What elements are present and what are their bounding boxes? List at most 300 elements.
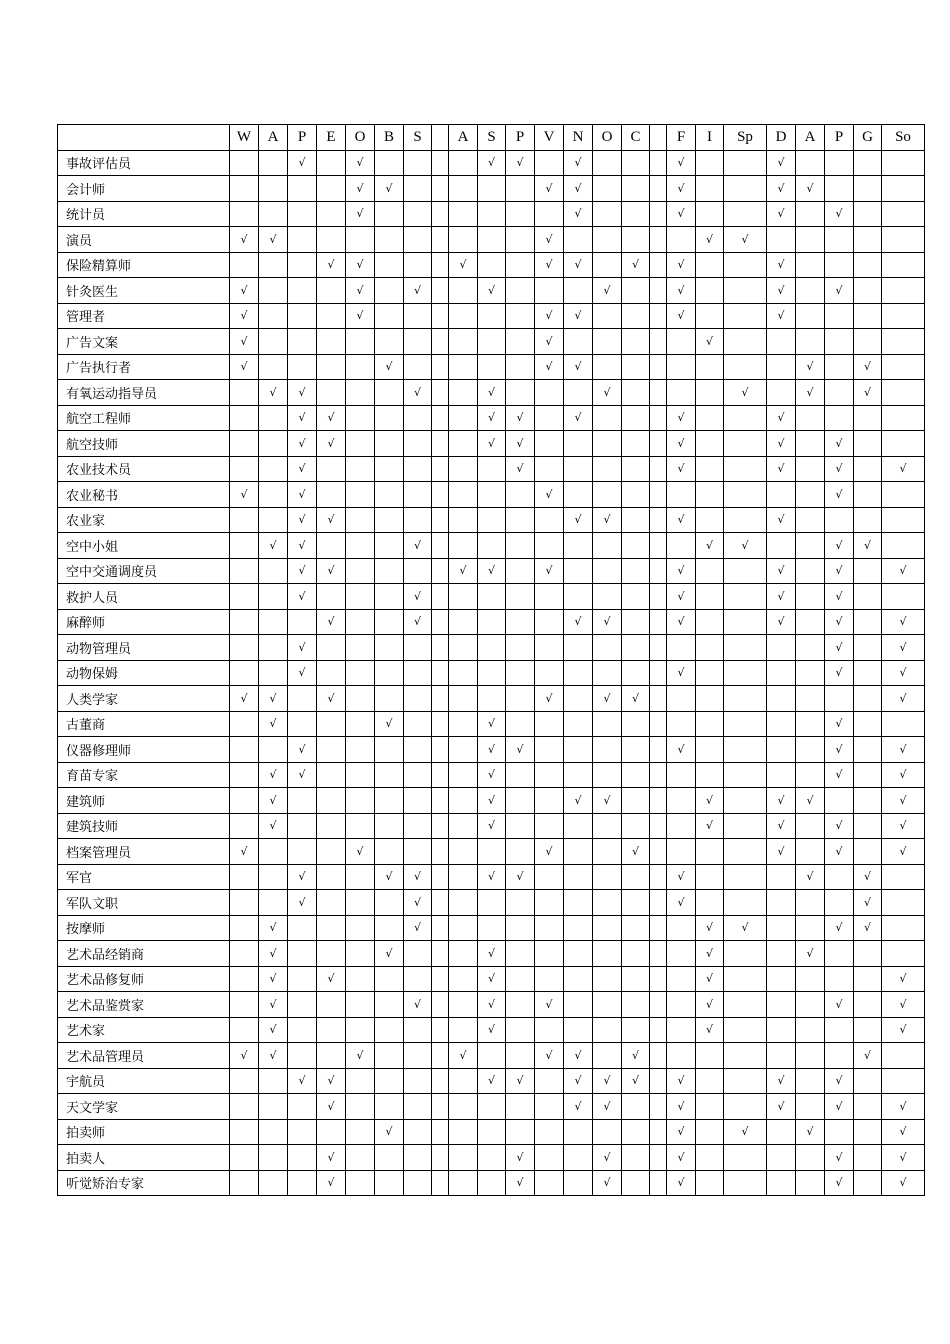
empty-cell xyxy=(667,354,696,380)
empty-cell xyxy=(404,431,432,457)
empty-cell xyxy=(696,482,724,508)
empty-cell xyxy=(259,507,288,533)
empty-cell xyxy=(882,507,925,533)
check-mark-cell: √ xyxy=(259,380,288,406)
empty-cell xyxy=(564,635,593,661)
header-cell: P xyxy=(825,125,854,151)
empty-cell xyxy=(593,252,622,278)
empty-cell xyxy=(404,762,432,788)
empty-cell xyxy=(696,762,724,788)
career-attribute-table xyxy=(57,124,925,1196)
empty-cell xyxy=(724,992,767,1018)
empty-cell xyxy=(724,788,767,814)
empty-cell xyxy=(478,635,506,661)
empty-cell xyxy=(432,992,449,1018)
empty-cell xyxy=(259,635,288,661)
empty-cell xyxy=(854,329,882,355)
empty-cell xyxy=(375,380,404,406)
empty-cell xyxy=(230,1170,259,1196)
check-mark-cell: √ xyxy=(346,252,375,278)
empty-cell xyxy=(796,252,825,278)
empty-cell xyxy=(854,227,882,253)
header-cell: D xyxy=(767,125,796,151)
empty-cell xyxy=(259,329,288,355)
check-mark-cell: √ xyxy=(288,762,317,788)
check-mark-cell: √ xyxy=(796,380,825,406)
empty-cell xyxy=(825,405,854,431)
empty-cell xyxy=(622,558,650,584)
empty-cell xyxy=(404,507,432,533)
empty-cell xyxy=(404,405,432,431)
check-mark-cell: √ xyxy=(506,737,535,763)
empty-cell xyxy=(449,839,478,865)
table-row xyxy=(58,660,925,686)
check-mark-cell: √ xyxy=(667,1145,696,1171)
header-cell xyxy=(650,125,667,151)
empty-cell xyxy=(622,813,650,839)
check-mark-cell: √ xyxy=(796,788,825,814)
table-row xyxy=(58,176,925,202)
empty-cell xyxy=(449,227,478,253)
empty-cell xyxy=(432,354,449,380)
empty-cell xyxy=(724,966,767,992)
check-mark-cell: √ xyxy=(767,405,796,431)
empty-cell xyxy=(696,278,724,304)
empty-cell xyxy=(230,635,259,661)
empty-cell xyxy=(432,584,449,610)
empty-cell xyxy=(317,176,346,202)
empty-cell xyxy=(506,992,535,1018)
table-row xyxy=(58,227,925,253)
empty-cell xyxy=(259,1068,288,1094)
check-mark-cell: √ xyxy=(825,915,854,941)
check-mark-cell: √ xyxy=(506,1145,535,1171)
check-mark-cell: √ xyxy=(404,584,432,610)
check-mark-cell: √ xyxy=(259,941,288,967)
table-row xyxy=(58,201,925,227)
table-row xyxy=(58,252,925,278)
empty-cell xyxy=(449,992,478,1018)
check-mark-cell: √ xyxy=(535,1043,564,1069)
empty-cell xyxy=(375,1068,404,1094)
empty-cell xyxy=(478,456,506,482)
empty-cell xyxy=(854,635,882,661)
occupation-name: 建筑技师 xyxy=(58,813,230,839)
empty-cell xyxy=(404,966,432,992)
check-mark-cell: √ xyxy=(478,558,506,584)
table-row xyxy=(58,788,925,814)
empty-cell xyxy=(593,941,622,967)
occupation-name: 农业家 xyxy=(58,507,230,533)
empty-cell xyxy=(317,839,346,865)
check-mark-cell: √ xyxy=(478,864,506,890)
empty-cell xyxy=(317,1017,346,1043)
empty-cell xyxy=(230,1145,259,1171)
empty-cell xyxy=(404,1043,432,1069)
empty-cell xyxy=(724,1068,767,1094)
empty-cell xyxy=(650,1017,667,1043)
empty-cell xyxy=(535,635,564,661)
empty-cell xyxy=(667,482,696,508)
empty-cell xyxy=(825,354,854,380)
check-mark-cell: √ xyxy=(346,303,375,329)
empty-cell xyxy=(882,354,925,380)
empty-cell xyxy=(724,201,767,227)
check-mark-cell: √ xyxy=(767,584,796,610)
empty-cell xyxy=(650,482,667,508)
empty-cell xyxy=(724,1170,767,1196)
empty-cell xyxy=(593,839,622,865)
check-mark-cell: √ xyxy=(230,329,259,355)
empty-cell xyxy=(375,150,404,176)
empty-cell xyxy=(478,915,506,941)
empty-cell xyxy=(432,711,449,737)
check-mark-cell: √ xyxy=(767,431,796,457)
empty-cell xyxy=(535,405,564,431)
empty-cell xyxy=(506,482,535,508)
empty-cell xyxy=(432,1094,449,1120)
empty-cell xyxy=(404,252,432,278)
occupation-name: 麻醉师 xyxy=(58,609,230,635)
empty-cell xyxy=(564,1170,593,1196)
empty-cell xyxy=(650,737,667,763)
empty-cell xyxy=(506,354,535,380)
empty-cell xyxy=(796,227,825,253)
empty-cell xyxy=(346,686,375,712)
empty-cell xyxy=(346,915,375,941)
check-mark-cell: √ xyxy=(825,1145,854,1171)
occupation-name: 仪器修理师 xyxy=(58,737,230,763)
check-mark-cell: √ xyxy=(825,762,854,788)
empty-cell xyxy=(825,150,854,176)
check-mark-cell: √ xyxy=(317,1068,346,1094)
check-mark-cell: √ xyxy=(593,788,622,814)
empty-cell xyxy=(432,278,449,304)
check-mark-cell: √ xyxy=(724,227,767,253)
empty-cell xyxy=(506,915,535,941)
empty-cell xyxy=(854,941,882,967)
empty-cell xyxy=(667,380,696,406)
empty-cell xyxy=(288,711,317,737)
check-mark-cell: √ xyxy=(854,1043,882,1069)
empty-cell xyxy=(796,278,825,304)
occupation-name: 广告执行者 xyxy=(58,354,230,380)
check-mark-cell: √ xyxy=(259,915,288,941)
occupation-name: 古董商 xyxy=(58,711,230,737)
empty-cell xyxy=(317,660,346,686)
empty-cell xyxy=(593,584,622,610)
empty-cell xyxy=(432,762,449,788)
empty-cell xyxy=(825,507,854,533)
check-mark-cell: √ xyxy=(667,1119,696,1145)
empty-cell xyxy=(449,813,478,839)
empty-cell xyxy=(767,354,796,380)
check-mark-cell: √ xyxy=(667,890,696,916)
empty-cell xyxy=(622,737,650,763)
empty-cell xyxy=(449,635,478,661)
empty-cell xyxy=(535,1119,564,1145)
empty-cell xyxy=(622,864,650,890)
empty-cell xyxy=(882,890,925,916)
empty-cell xyxy=(449,762,478,788)
check-mark-cell: √ xyxy=(882,1017,925,1043)
empty-cell xyxy=(535,456,564,482)
check-mark-cell: √ xyxy=(593,1068,622,1094)
check-mark-cell: √ xyxy=(535,252,564,278)
check-mark-cell: √ xyxy=(375,941,404,967)
empty-cell xyxy=(796,1170,825,1196)
check-mark-cell: √ xyxy=(882,788,925,814)
empty-cell xyxy=(696,303,724,329)
empty-cell xyxy=(230,813,259,839)
empty-cell xyxy=(404,354,432,380)
empty-cell xyxy=(449,456,478,482)
empty-cell xyxy=(767,329,796,355)
empty-cell xyxy=(767,915,796,941)
empty-cell xyxy=(375,1017,404,1043)
empty-cell xyxy=(767,941,796,967)
check-mark-cell: √ xyxy=(259,1043,288,1069)
empty-cell xyxy=(259,252,288,278)
empty-cell xyxy=(650,1119,667,1145)
empty-cell xyxy=(796,201,825,227)
header-cell: P xyxy=(288,125,317,151)
check-mark-cell: √ xyxy=(317,507,346,533)
check-mark-cell: √ xyxy=(404,609,432,635)
empty-cell xyxy=(564,660,593,686)
empty-cell xyxy=(564,839,593,865)
empty-cell xyxy=(230,941,259,967)
table-row xyxy=(58,941,925,967)
empty-cell xyxy=(432,201,449,227)
empty-cell xyxy=(854,660,882,686)
empty-cell xyxy=(259,1145,288,1171)
empty-cell xyxy=(564,890,593,916)
empty-cell xyxy=(667,813,696,839)
empty-cell xyxy=(767,864,796,890)
empty-cell xyxy=(696,201,724,227)
empty-cell xyxy=(724,1094,767,1120)
empty-cell xyxy=(622,201,650,227)
empty-cell xyxy=(854,737,882,763)
empty-cell xyxy=(478,890,506,916)
empty-cell xyxy=(854,711,882,737)
empty-cell xyxy=(724,456,767,482)
check-mark-cell: √ xyxy=(667,1170,696,1196)
empty-cell xyxy=(696,1068,724,1094)
check-mark-cell: √ xyxy=(535,558,564,584)
empty-cell xyxy=(767,966,796,992)
empty-cell xyxy=(478,252,506,278)
empty-cell xyxy=(375,737,404,763)
check-mark-cell: √ xyxy=(667,303,696,329)
check-mark-cell: √ xyxy=(288,533,317,559)
empty-cell xyxy=(259,1119,288,1145)
empty-cell xyxy=(317,1119,346,1145)
empty-cell xyxy=(650,1043,667,1069)
check-mark-cell: √ xyxy=(796,176,825,202)
check-mark-cell: √ xyxy=(825,992,854,1018)
empty-cell xyxy=(259,201,288,227)
check-mark-cell: √ xyxy=(478,966,506,992)
empty-cell xyxy=(230,1017,259,1043)
check-mark-cell: √ xyxy=(404,278,432,304)
empty-cell xyxy=(650,966,667,992)
empty-cell xyxy=(767,227,796,253)
empty-cell xyxy=(506,813,535,839)
empty-cell xyxy=(506,890,535,916)
empty-cell xyxy=(825,176,854,202)
empty-cell xyxy=(696,660,724,686)
empty-cell xyxy=(825,1119,854,1145)
empty-cell xyxy=(375,456,404,482)
empty-cell xyxy=(724,660,767,686)
empty-cell xyxy=(375,609,404,635)
empty-cell xyxy=(696,1170,724,1196)
empty-cell xyxy=(767,1017,796,1043)
empty-cell xyxy=(724,864,767,890)
empty-cell xyxy=(432,252,449,278)
empty-cell xyxy=(622,941,650,967)
check-mark-cell: √ xyxy=(404,380,432,406)
check-mark-cell: √ xyxy=(478,941,506,967)
check-mark-cell: √ xyxy=(825,635,854,661)
empty-cell xyxy=(622,1094,650,1120)
empty-cell xyxy=(317,584,346,610)
empty-cell xyxy=(346,762,375,788)
check-mark-cell: √ xyxy=(564,1068,593,1094)
check-mark-cell: √ xyxy=(404,992,432,1018)
check-mark-cell: √ xyxy=(449,558,478,584)
check-mark-cell: √ xyxy=(854,864,882,890)
empty-cell xyxy=(346,635,375,661)
header-cell: Sp xyxy=(724,125,767,151)
empty-cell xyxy=(564,711,593,737)
empty-cell xyxy=(259,278,288,304)
empty-cell xyxy=(288,176,317,202)
empty-cell xyxy=(696,890,724,916)
empty-cell xyxy=(593,762,622,788)
header-name-cell xyxy=(58,125,230,151)
empty-cell xyxy=(288,941,317,967)
empty-cell xyxy=(449,482,478,508)
empty-cell xyxy=(564,558,593,584)
empty-cell xyxy=(667,533,696,559)
empty-cell xyxy=(432,1068,449,1094)
empty-cell xyxy=(825,686,854,712)
empty-cell xyxy=(882,252,925,278)
check-mark-cell: √ xyxy=(478,380,506,406)
empty-cell xyxy=(854,1119,882,1145)
empty-cell xyxy=(346,711,375,737)
empty-cell xyxy=(404,660,432,686)
empty-cell xyxy=(724,762,767,788)
empty-cell xyxy=(535,762,564,788)
empty-cell xyxy=(432,890,449,916)
empty-cell xyxy=(317,329,346,355)
empty-cell xyxy=(882,227,925,253)
table-row xyxy=(58,711,925,737)
check-mark-cell: √ xyxy=(288,507,317,533)
empty-cell xyxy=(535,278,564,304)
empty-cell xyxy=(724,1145,767,1171)
empty-cell xyxy=(622,354,650,380)
occupation-name: 按摩师 xyxy=(58,915,230,941)
empty-cell xyxy=(696,354,724,380)
check-mark-cell: √ xyxy=(375,711,404,737)
empty-cell xyxy=(404,558,432,584)
check-mark-cell: √ xyxy=(346,201,375,227)
empty-cell xyxy=(230,788,259,814)
check-mark-cell: √ xyxy=(667,176,696,202)
empty-cell xyxy=(404,456,432,482)
header-cell: N xyxy=(564,125,593,151)
check-mark-cell: √ xyxy=(288,584,317,610)
empty-cell xyxy=(564,915,593,941)
check-mark-cell: √ xyxy=(854,915,882,941)
empty-cell xyxy=(506,201,535,227)
check-mark-cell: √ xyxy=(696,788,724,814)
empty-cell xyxy=(317,864,346,890)
empty-cell xyxy=(506,941,535,967)
empty-cell xyxy=(449,278,478,304)
check-mark-cell: √ xyxy=(767,788,796,814)
check-mark-cell: √ xyxy=(667,558,696,584)
check-mark-cell: √ xyxy=(259,992,288,1018)
empty-cell xyxy=(696,252,724,278)
empty-cell xyxy=(593,482,622,508)
empty-cell xyxy=(650,762,667,788)
empty-cell xyxy=(317,711,346,737)
occupation-name: 农业秘书 xyxy=(58,482,230,508)
empty-cell xyxy=(854,507,882,533)
empty-cell xyxy=(650,635,667,661)
table-row xyxy=(58,1145,925,1171)
check-mark-cell: √ xyxy=(478,813,506,839)
empty-cell xyxy=(404,941,432,967)
empty-cell xyxy=(259,890,288,916)
check-mark-cell: √ xyxy=(796,864,825,890)
empty-cell xyxy=(346,609,375,635)
check-mark-cell: √ xyxy=(317,609,346,635)
empty-cell xyxy=(404,1094,432,1120)
empty-cell xyxy=(796,762,825,788)
header-cell: I xyxy=(696,125,724,151)
table-row xyxy=(58,686,925,712)
empty-cell xyxy=(796,329,825,355)
empty-cell xyxy=(404,150,432,176)
empty-cell xyxy=(854,150,882,176)
empty-cell xyxy=(535,584,564,610)
header-cell xyxy=(432,125,449,151)
empty-cell xyxy=(667,966,696,992)
check-mark-cell: √ xyxy=(767,176,796,202)
empty-cell xyxy=(259,405,288,431)
empty-cell xyxy=(449,788,478,814)
check-mark-cell: √ xyxy=(696,813,724,839)
empty-cell xyxy=(478,660,506,686)
empty-cell xyxy=(506,303,535,329)
check-mark-cell: √ xyxy=(259,1017,288,1043)
empty-cell xyxy=(375,1145,404,1171)
check-mark-cell: √ xyxy=(825,431,854,457)
empty-cell xyxy=(650,150,667,176)
empty-cell xyxy=(346,788,375,814)
empty-cell xyxy=(564,456,593,482)
empty-cell xyxy=(317,813,346,839)
empty-cell xyxy=(404,1068,432,1094)
check-mark-cell: √ xyxy=(796,941,825,967)
